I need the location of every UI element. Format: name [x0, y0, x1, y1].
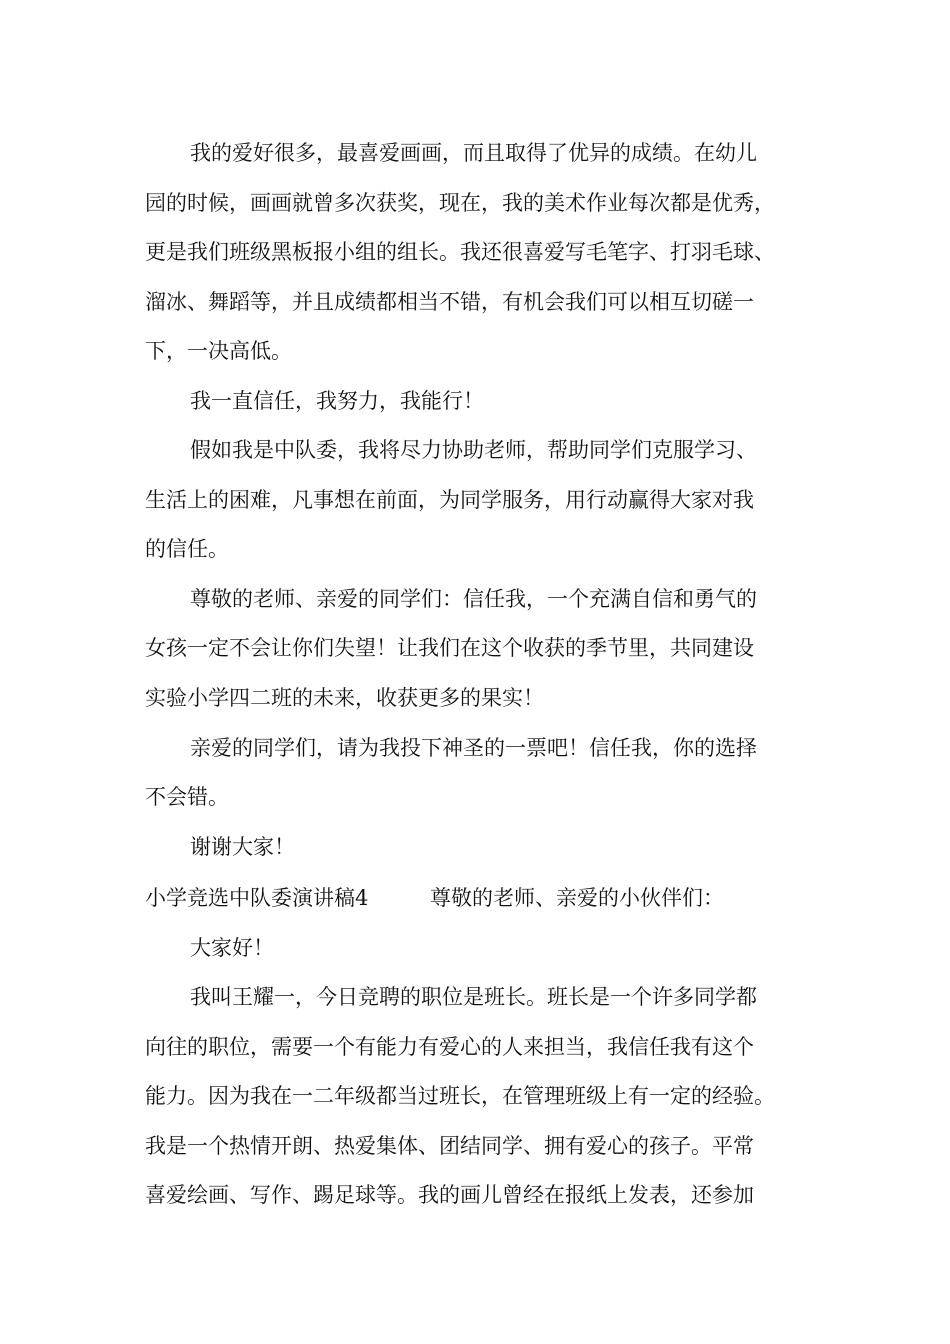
paragraph-line: 不会错。 [145, 785, 229, 809]
paragraph-line: 更是我们班级黑板报小组的组长。我还很喜爱写毛笔字、打羽毛球、 [145, 240, 775, 264]
paragraph-line: 我叫王耀一，今日竞聘的职位是班长。班长是一个许多同学都 [190, 985, 757, 1009]
paragraph-line: 实验小学四二班的未来，收获更多的果实！ [145, 686, 544, 710]
paragraph-line: 下，一决高低。 [145, 339, 292, 363]
paragraph-line: 我一直信任，我努力，我能行！ [190, 389, 484, 413]
paragraph-line: 我的爱好很多，最喜爱画画，而且取得了优异的成绩。在幼儿 [190, 141, 757, 165]
paragraph-line: 假如我是中队委，我将尽力协助老师，帮助同学们克服学习、 [190, 438, 757, 462]
paragraph-line: 亲爱的同学们，请为我投下神圣的一票吧！信任我，你的选择 [190, 736, 757, 760]
paragraph-line: 向往的职位，需要一个有能力有爱心的人来担当，我信任我有这个 [145, 1035, 754, 1059]
paragraph-line: 生活上的困难，凡事想在前面，为同学服务，用行动赢得大家对我 [145, 488, 754, 512]
paragraph-line: 园的时候，画画就曾多次获奖，现在，我的美术作业每次都是优秀， [145, 191, 775, 215]
paragraph-line: 喜爱绘画、写作、踢足球等。我的画儿曾经在报纸上发表，还参加 [145, 1183, 754, 1207]
paragraph-line: 女孩一定不会让你们失望！让我们在这个收获的季节里，共同建设 [145, 636, 754, 660]
paragraph-line: 的信任。 [145, 537, 229, 561]
paragraph-line: 大家好！ [190, 936, 274, 960]
paragraph-line: 尊敬的老师、亲爱的同学们：信任我，一个充满自信和勇气的 [190, 587, 757, 611]
section-greeting: 尊敬的老师、亲爱的小伙伴们： [430, 886, 724, 910]
paragraph-line: 我是一个热情开朗、热爱集体、团结同学、拥有爱心的孩子。平常 [145, 1134, 754, 1158]
paragraph-line: 能力。因为我在一二年级都当过班长，在管理班级上有一定的经验。 [145, 1084, 775, 1108]
section-heading [145, 884, 835, 912]
paragraph-line: 溜冰、舞蹈等，并且成绩都相当不错，有机会我们可以相互切磋一 [145, 290, 754, 314]
paragraph-line: 谢谢大家！ [190, 835, 295, 859]
section-title: 小学竞选中队委演讲稿4 [145, 886, 369, 910]
